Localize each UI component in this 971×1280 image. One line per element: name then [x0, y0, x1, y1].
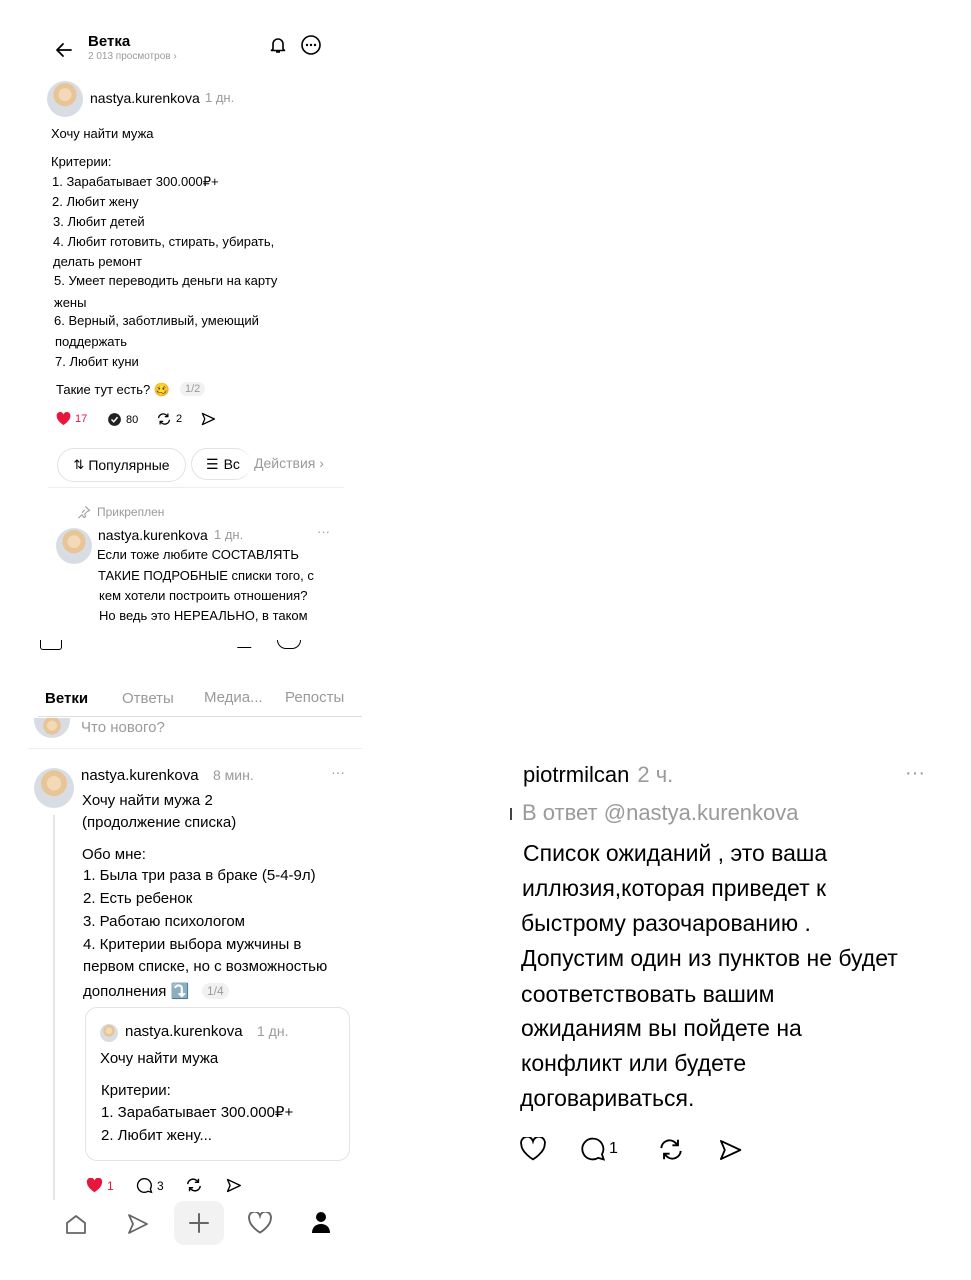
page-indicator: 1/4 — [202, 983, 229, 999]
views-count[interactable]: 2 013 просмотров › — [88, 51, 177, 62]
comment-count: 3 — [157, 1178, 164, 1193]
bell-icon[interactable] — [268, 35, 288, 55]
post-line: делать ремонт — [53, 254, 143, 269]
post-line: 7. Любит куни — [55, 354, 139, 369]
tab-replies[interactable]: Ответы — [122, 690, 174, 707]
post-line: 2. Любит жену — [52, 194, 139, 209]
plus-icon — [188, 1212, 210, 1234]
filter-icon: ☰ — [206, 455, 219, 472]
clipped-icon-fragment — [277, 640, 301, 649]
reply-to-label[interactable]: В ответ @nastya.kurenkova — [522, 800, 799, 825]
reply-header — [523, 762, 673, 788]
new-post-input[interactable]: Что нового? — [81, 719, 165, 736]
post-line: 4. Критерии выбора мужчины в — [83, 936, 302, 953]
repost-count: 2 — [176, 413, 183, 425]
repost-icon — [156, 412, 172, 426]
reply-time: 2 ч. — [637, 762, 674, 787]
heart-filled-icon — [56, 412, 71, 426]
post-question: Такие тут есть? 🥴 — [56, 382, 171, 397]
page-indicator: 1/2 — [180, 382, 205, 396]
quoted-line: 2. Любит жену... — [101, 1127, 212, 1144]
post-line: Критерии: — [51, 154, 112, 169]
avatar — [100, 1024, 118, 1042]
post-line: первом списке, но с возможностью — [83, 958, 328, 975]
post-line: Обо мне: — [82, 846, 146, 863]
post-line: поддержать — [55, 334, 127, 349]
reply-line: иллюзия,которая приведет к — [522, 875, 827, 901]
share-icon[interactable] — [717, 1137, 743, 1163]
post-line: 5. Умеет переводить деньги на карту — [54, 273, 278, 288]
post-line: 1. Зарабатывает 300.000₽+ — [52, 174, 219, 189]
tab-reposts[interactable]: Репосты — [285, 689, 345, 706]
pinned-time: 1 дн. — [214, 527, 244, 542]
post-line: 3. Любит детей — [53, 214, 145, 229]
sort-icon: ⇅ — [73, 457, 85, 472]
comment-button[interactable] — [107, 412, 138, 427]
more-options-icon[interactable] — [300, 34, 322, 56]
heart-icon[interactable] — [248, 1212, 272, 1234]
tab-threads[interactable]: Ветки — [45, 690, 89, 707]
page-title: Ветка — [88, 33, 131, 50]
post-line: 1. Была три раза в браке (5-4-9л) — [83, 867, 316, 884]
clipped-icon-fragment — [40, 640, 62, 650]
comment-icon — [580, 1136, 606, 1162]
tab-indicator — [38, 716, 362, 717]
repost-icon[interactable] — [657, 1137, 685, 1162]
post-line: дополнения ⤵️ — [83, 983, 190, 1000]
heart-icon[interactable] — [520, 1137, 546, 1161]
thread-line — [53, 815, 55, 1200]
post-time: 8 мин. — [213, 767, 254, 783]
avatar — [34, 718, 70, 738]
post-line: (продолжение списка) — [82, 814, 237, 831]
avatar[interactable] — [47, 81, 83, 117]
reply-line: конфликт или будете — [521, 1050, 747, 1076]
back-arrow-icon[interactable] — [54, 40, 74, 60]
profile-icon[interactable] — [309, 1210, 333, 1234]
post-line: 2. Есть ребенок — [83, 890, 193, 907]
repost-button[interactable] — [156, 412, 182, 426]
reply-line: соответствовать вашим — [521, 981, 775, 1007]
post-time: 1 дн. — [205, 90, 235, 105]
comment-count: 80 — [126, 413, 139, 426]
divider — [48, 487, 344, 488]
home-icon[interactable] — [64, 1212, 88, 1236]
reply-line: Допустим один из пунктов не будет — [521, 945, 898, 971]
compose-button[interactable] — [174, 1201, 224, 1245]
sort-popular-button[interactable] — [57, 448, 186, 482]
share-icon[interactable] — [200, 411, 216, 427]
post-line: жены — [54, 295, 87, 310]
post-line: 6. Верный, заботливый, умеющий — [54, 313, 259, 328]
reply-line: быстрому разочарованию . — [521, 910, 811, 936]
post-line: Хочу найти мужа 2 — [82, 792, 213, 809]
quoted-line: 1. Зарабатывает 300.000₽+ — [101, 1104, 294, 1121]
pinned-line: кем хотели построить отношения? — [99, 588, 308, 603]
comment-count: 1 — [609, 1140, 618, 1157]
pinned-label: Прикреплен — [97, 505, 165, 519]
comment-button[interactable] — [580, 1136, 618, 1162]
comment-check-icon — [107, 412, 122, 427]
post-line: 3. Работаю психологом — [83, 913, 245, 930]
pinned-line: Но ведь это НЕРЕАЛЬНО, в таком — [99, 608, 308, 623]
reply-line: договариваться. — [520, 1085, 695, 1111]
like-button[interactable] — [86, 1178, 114, 1193]
reply-line: Список ожиданий , это ваша — [523, 840, 828, 866]
actions-link[interactable]: Действия › — [254, 455, 324, 471]
tab-media[interactable]: Медиа... — [204, 689, 263, 706]
quoted-line: Хочу найти мужа — [100, 1050, 219, 1067]
avatar[interactable] — [34, 768, 74, 808]
like-button[interactable] — [56, 412, 87, 426]
divider — [28, 748, 362, 749]
quoted-time: 1 дн. — [257, 1023, 289, 1039]
reply-line: ожиданиям вы пойдете на — [521, 1015, 802, 1041]
filter-label: Вс — [223, 456, 240, 472]
pin-icon — [77, 505, 91, 519]
pinned-line: Если тоже любите СОСТАВЛЯТЬ — [97, 547, 299, 562]
like-count: 1 — [107, 1178, 114, 1193]
filter-all-button[interactable] — [191, 448, 251, 480]
reply-username[interactable]: piotrmilcan — [523, 762, 630, 787]
like-count: 17 — [75, 413, 88, 425]
post-line: Хочу найти мужа — [51, 126, 154, 141]
reply-thread-line — [510, 808, 512, 820]
post-username[interactable]: nastya.kurenkova — [81, 767, 199, 784]
comment-button[interactable] — [136, 1177, 164, 1194]
share-icon[interactable] — [225, 1177, 242, 1194]
post-line: 4. Любит готовить, стирать, убирать, — [53, 234, 275, 249]
sort-label: Популярные — [88, 457, 170, 473]
pinned-line: ТАКИЕ ПОДРОБНЫЕ списки того, с — [98, 568, 314, 583]
send-icon[interactable] — [126, 1212, 150, 1236]
comment-icon — [136, 1177, 153, 1194]
post-more-button[interactable]: ··· — [331, 764, 345, 780]
repost-icon[interactable] — [185, 1177, 203, 1193]
pinned-more-button[interactable]: ··· — [317, 524, 330, 539]
clipped-icon-fragment — [237, 641, 255, 648]
reply-more-button[interactable]: ··· — [905, 762, 925, 784]
quoted-username[interactable]: nastya.kurenkova — [125, 1023, 243, 1040]
quoted-line: Критерии: — [101, 1082, 171, 1099]
post-username[interactable]: nastya.kurenkova — [90, 90, 200, 106]
avatar[interactable] — [56, 528, 92, 564]
pinned-username[interactable]: nastya.kurenkova — [98, 527, 208, 543]
heart-filled-icon — [86, 1178, 103, 1193]
